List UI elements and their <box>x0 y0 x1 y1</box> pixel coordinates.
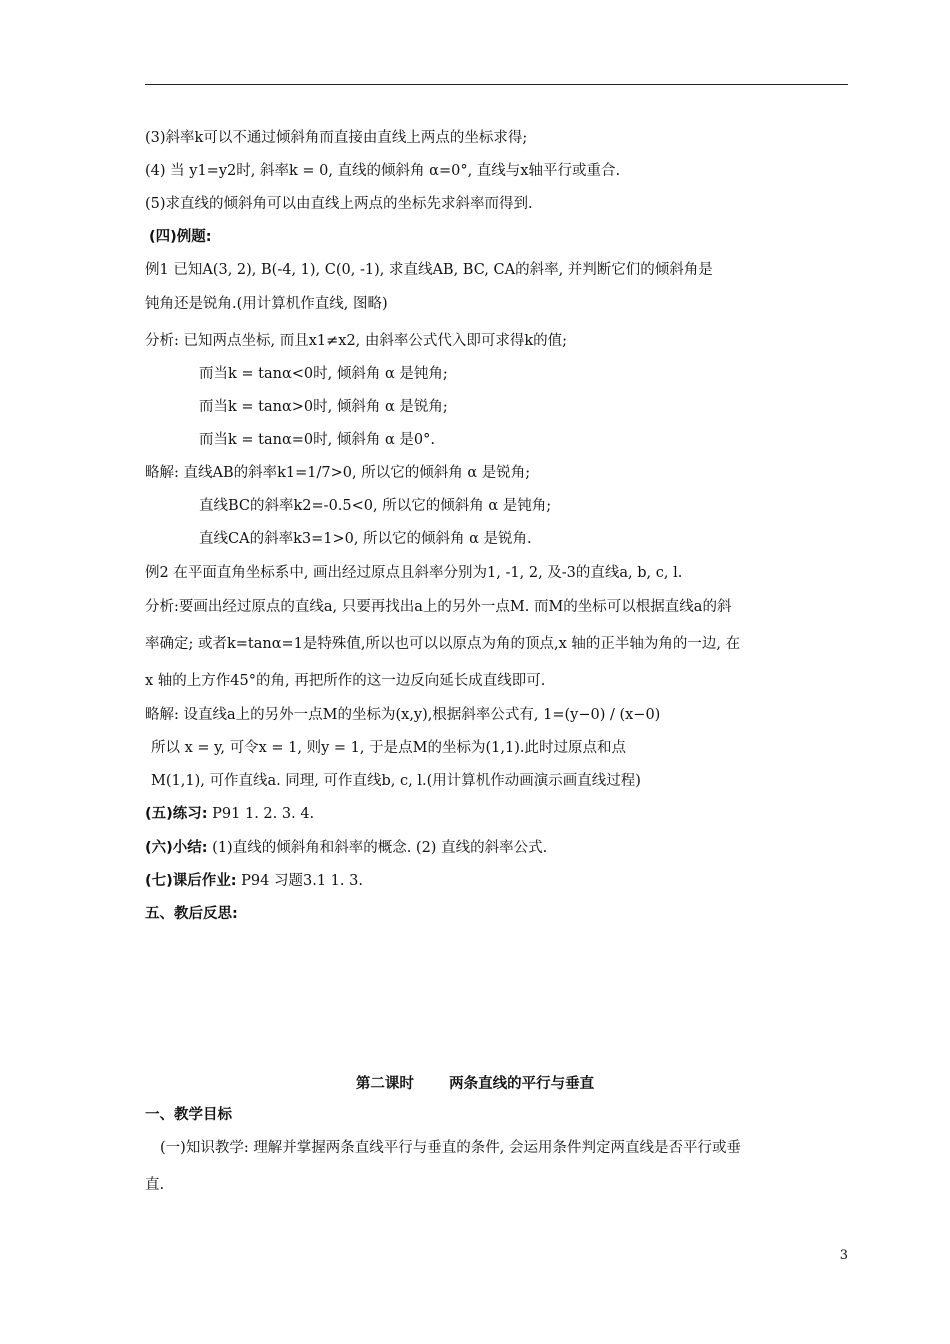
text-line: M(1,1), 可作直线a. 同理, 可作直线b, c, l.(用计算机作动画演示画直线过程) <box>151 773 641 789</box>
text-line: 略解: 直线AB的斜率k1=1/7>0, 所以它的倾斜角 α 是锐角; <box>145 465 531 481</box>
text-line: 直线CA的斜率k3=1>0, 所以它的倾斜角 α 是锐角. <box>199 531 532 547</box>
text-line: (4) 当 y1=y2时, 斜率k = 0, 直线的倾斜角 α=0°, 直线与x轴平行或重合. <box>145 163 621 179</box>
goal-line: 直. <box>145 1177 165 1193</box>
practice-label: (五)练习: <box>145 806 208 822</box>
homework-label: (七)课后作业: <box>145 873 237 889</box>
text-line: 钝角还是锐角.(用计算机作直线, 图略) <box>145 296 388 312</box>
text-line: 直线BC的斜率k2=-0.5<0, 所以它的倾斜角 α 是钝角; <box>199 498 552 514</box>
lesson-title: 第二课时 两条直线的平行与垂直 <box>355 1076 595 1092</box>
summary-label: (六)小结: <box>145 840 208 856</box>
text-line: 所以 x = y, 可令x = 1, 则y = 1, 于是点M的坐标为(1,1).此时过原点和点 <box>151 740 626 756</box>
text-line: x 轴的上方作45°的角, 再把所作的这一边反向延长成直线即可. <box>145 673 546 689</box>
text-line: 例1 已知A(3, 2), B(-4, 1), C(0, -1), 求直线AB, BC, CA的斜率, 并判断它们的倾斜角是 <box>145 262 713 278</box>
text-line: 分析: 已知两点坐标, 而且x1≠x2, 由斜率公式代入即可求得k的值; <box>145 333 568 349</box>
text-line: 例2 在平面直角坐标系中, 画出经过原点且斜率分别为1, -1, 2, 及-3的直线a, b, c, l. <box>145 565 683 581</box>
section-heading: (四)例题: <box>149 229 212 245</box>
homework-line <box>145 871 363 891</box>
text-line: 略解: 设直线a上的另外一点M的坐标为(x,y),根据斜率公式有, 1=(y−0) / (x−0) <box>145 707 661 723</box>
goal-heading: 一、教学目标 <box>145 1107 232 1123</box>
text-line: (5)求直线的倾斜角可以由直线上两点的坐标先求斜率而得到. <box>145 196 533 212</box>
reflection-heading: 五、教后反思: <box>145 906 238 922</box>
text-line: 率确定; 或者k=tanα=1是特殊值,所以也可以以原点为角的顶点,x 轴的正半轴为角的一边, 在 <box>145 636 741 652</box>
summary-line <box>145 838 547 858</box>
practice-text: P91 1. 2. 3. 4. <box>207 806 315 822</box>
summary-text: (1)直线的倾斜角和斜率的概念. (2) 直线的斜率公式. <box>207 840 548 856</box>
text-line: (3)斜率k可以不通过倾斜角而直接由直线上两点的坐标求得; <box>145 130 528 146</box>
text-line: 而当k = tanα<0时, 倾斜角 α 是钝角; <box>199 366 448 382</box>
text-line: 分析:要画出经过原点的直线a, 只要再找出a上的另外一点M. 而M的坐标可以根据直线a的斜 <box>145 599 732 615</box>
homework-text: P94 习题3.1 1. 3. <box>236 873 363 889</box>
text-line: 而当k = tanα>0时, 倾斜角 α 是锐角; <box>199 399 448 415</box>
practice-line <box>145 804 314 824</box>
page-number: 3 <box>839 1248 848 1263</box>
header-rule <box>145 84 848 85</box>
goal-line: (一)知识教学: 理解并掌握两条直线平行与垂直的条件, 会运用条件判定两直线是否平行或垂 <box>160 1140 742 1156</box>
text-line: 而当k = tanα=0时, 倾斜角 α 是0°. <box>199 432 435 448</box>
